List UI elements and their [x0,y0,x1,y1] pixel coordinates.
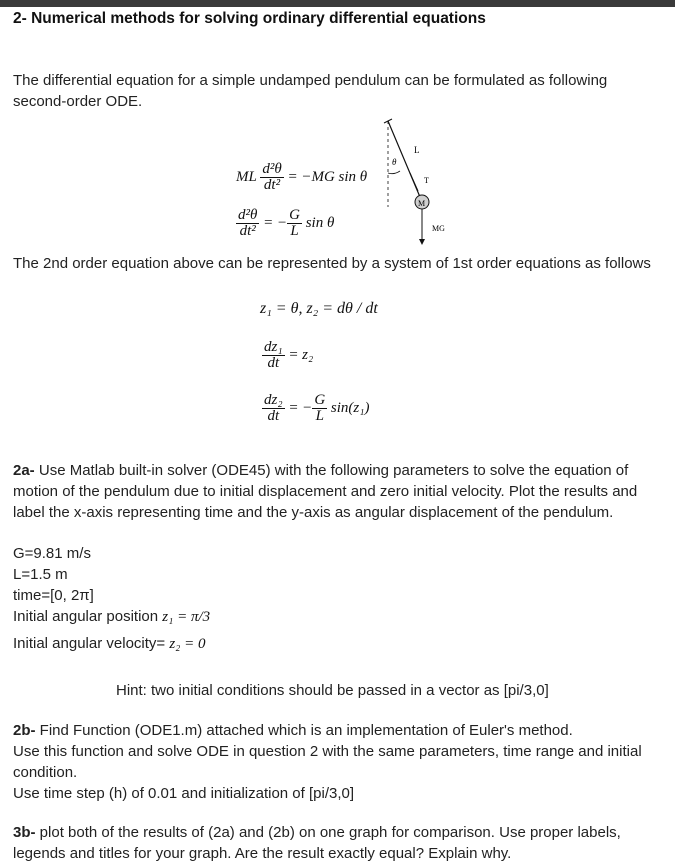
param-time: time=[0, 2π] [13,587,94,604]
top-bar [0,0,675,7]
question-3b [13,822,653,864]
eq1-coefficient: ML [236,168,257,185]
question-2a-text: Use Matlab built-in solver (ODE45) with the following parameters to solve the equation of motion of the pendulum due to initial displacement and zero initial velocity. Plot the results and label the x-axis representing time and the y-axis as angular displacement of the pendulum. [13,462,638,521]
diagram-length-label: L [414,145,420,155]
param-initial-position [13,606,210,627]
eq1-denominator: dt² [263,177,281,193]
param-initial-position-label: Initial angular position [13,608,159,625]
equation-pendulum-ode [236,162,367,193]
eq2-denominator: dt² [239,223,256,239]
param-gravity: G=9.81 m/s [13,545,91,562]
equation-pendulum-reduced [236,208,334,239]
system-variable-definition: z₁ = θ, z₂ = dθ / dt [260,300,378,317]
sys2-func: sin(z₁) [330,399,370,416]
sys2-sign: = − [288,399,313,416]
param-initial-velocity-label: Initial angular velocity= [13,635,166,652]
question-2b-line1: Find Function (ODE1.m) attached which is an implementation of Euler's method. [39,722,573,739]
weight-arrowhead [419,239,425,245]
param-initial-velocity [13,633,210,654]
sys2-l: L [315,408,324,424]
question-2b-line2: Use this function and solve ODE in question 2 with the same parameters, time range and initial condition. [13,743,642,781]
sys2-numerator: dz₂ [264,392,283,408]
sys1-rhs: = z₂ [288,346,314,363]
diagram-weight-label: MG [432,224,445,233]
question-2b-label: 2b- [13,722,36,739]
sys1-numerator: dz₁ [264,339,283,355]
eq2-g: G [289,207,300,223]
diagram-mass-label: M [418,199,426,208]
diagram-theta-label: θ [392,157,397,167]
hint-text: Hint: two initial conditions should be passed in a vector as [pi/3,0] [116,682,549,699]
section-title: 2- Numerical methods for solving ordinary differential equations [13,10,486,27]
question-2b-line3: Use time step (h) of 0.01 and initialization of [pi/3,0] [13,785,355,802]
eq1-numerator: d²θ [262,161,282,177]
parameters-list [13,543,210,654]
diagram-tension-label: T [424,176,429,185]
system-equation-2 [262,393,369,424]
pendulum-diagram [380,115,460,250]
angle-arc [388,171,400,174]
eq2-sign: = − [263,214,288,231]
param-initial-position-value: z₁ = π/3 [162,609,211,625]
question-3b-label: 3b- [13,824,36,841]
system-intro-paragraph: The 2nd order equation above can be represented by a system of 1st order equations as follows [13,255,651,272]
intro-paragraph: The differential equation for a simple undamped pendulum can be formulated as following second-order ODE. [13,72,608,110]
eq2-numerator: d²θ [238,207,258,223]
param-initial-velocity-value: z₂ = 0 [169,636,206,652]
sys1-denominator: dt [267,355,280,371]
param-length: L=1.5 m [13,566,68,583]
question-2b [13,720,658,804]
question-2a-label: 2a- [13,462,35,479]
tension-arrow [410,173,418,191]
system-equation-1 [262,340,313,371]
question-3b-text: plot both of the results of (2a) and (2b) on one graph for comparison. Use proper labels, legends and titles for your graph. Are the result exactly equal? Explain why. [13,824,621,862]
eq2-func: sin θ [305,214,335,231]
sys2-g: G [314,392,326,408]
question-2a [13,460,653,523]
sys2-denominator: dt [267,408,280,424]
eq2-l: L [290,223,299,239]
eq1-rhs: = −MG sin θ [287,168,368,185]
